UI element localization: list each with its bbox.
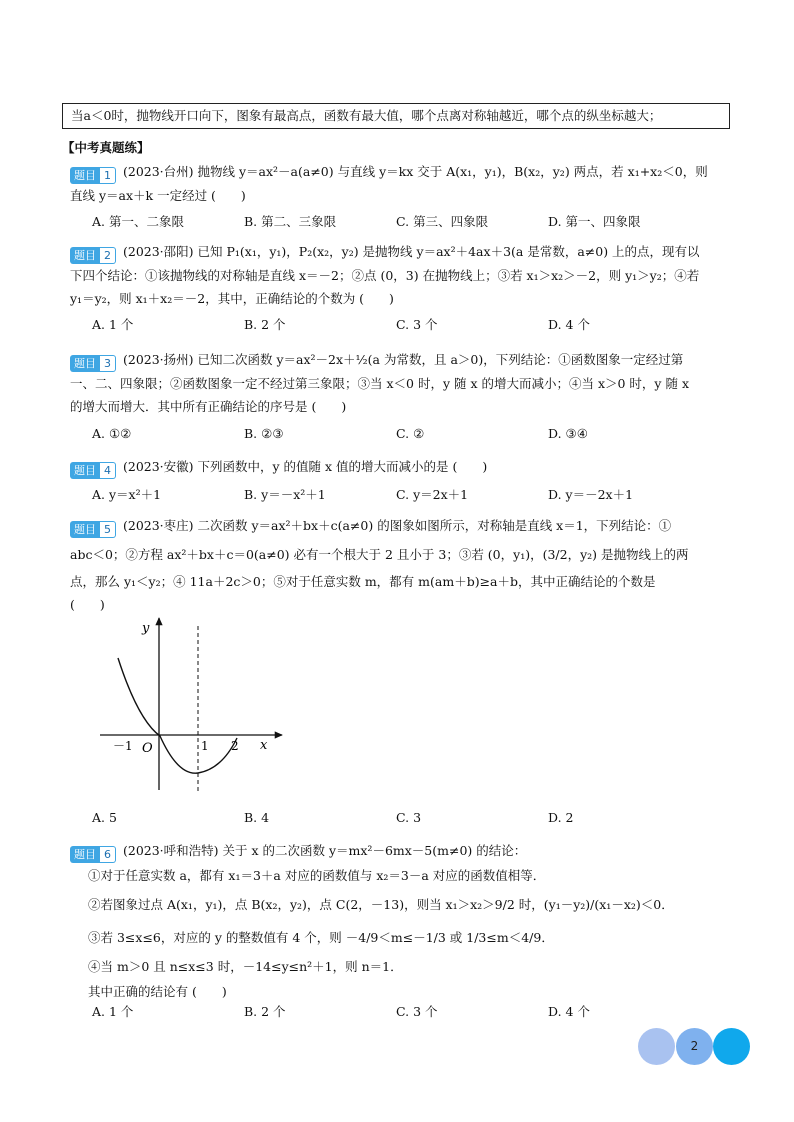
- origin-label: O: [142, 741, 153, 756]
- question-line: 题目 3 (2023·扬州) 已知二次函数 y＝ax²－2x＋½(a 为常数，且 a＞0)，下列结论：①函数图象一定经过第: [70, 348, 730, 372]
- option-a[interactable]: A. 1 个: [92, 317, 134, 332]
- options-1: [92, 212, 712, 232]
- option-c[interactable]: C. 3 个: [396, 317, 438, 332]
- parabola-graph: [96, 612, 288, 798]
- option-b[interactable]: B. y＝－x²＋1: [244, 487, 326, 502]
- question-line: ②若图象过点 A(x₁，y₁)，点 B(x₂，y₂)，点 C(2，－13)，则当 x₁＞x₂＞9/2 时，(y₁－y₂)/(x₁－x₂)＜0．: [88, 897, 674, 912]
- question-2: [70, 240, 730, 310]
- option-c[interactable]: C. ②: [396, 426, 425, 441]
- option-d[interactable]: D. ③④: [548, 426, 588, 441]
- question-line: 下四个结论：①该抛物线的对称轴是直线 x＝－2；②点 (0，3) 在抛物线上；③若 x₁＞x₂＞－2，则 y₁＞y₂；④若: [70, 268, 700, 283]
- option-c[interactable]: C. 3: [396, 810, 422, 825]
- tick-label: 1: [201, 739, 209, 753]
- question-badge: 题目 4: [70, 462, 116, 479]
- option-a[interactable]: A. ①②: [92, 426, 132, 441]
- option-a[interactable]: A. 5: [92, 810, 117, 825]
- question-line: 题目 1 (2023·台州) 抛物线 y＝ax²－a(a≠0) 与直线 y＝kx 交于 A(x₁，y₁)，B(x₂，y₂) 两点，若 x₁+x₂＜0，则: [70, 160, 730, 184]
- decor-circle: [638, 1028, 675, 1065]
- option-a[interactable]: A. y＝x²＋1: [92, 487, 162, 502]
- question-line: ①对于任意实数 a，都有 x₁＝3＋a 对应的函数值与 x₂＝3－a 对应的函数值相等．: [88, 868, 546, 883]
- option-b[interactable]: B. 2 个: [244, 317, 286, 332]
- question-line: abc＜0；②方程 ax²＋bx＋c＝0(a≠0) 必有一个根大于 2 且小于 3；③若 (0，y₁)，(3/2，y₂) 是抛物线上的两: [70, 547, 689, 562]
- question-line: y₁＝y₂，则 x₁＋x₂＝－2，其中，正确结论的个数为 ( ): [70, 291, 394, 306]
- question-line: 一、二、四象限；②函数图象一定不经过第三象限；③当 x＜0 时，y 随 x 的增大而减小；④当 x＞0 时，y 随 x: [70, 376, 689, 391]
- option-b[interactable]: B. ②③: [244, 426, 284, 441]
- option-b[interactable]: B. 第二、三象限: [244, 214, 337, 229]
- question-line: 题目 4 (2023·安徽) 下列函数中，y 的值随 x 值的增大而减小的是 ( ): [70, 455, 730, 479]
- tick-label: 2: [231, 739, 239, 753]
- question-4: [70, 455, 730, 479]
- options-4: [92, 485, 712, 505]
- options-2: [92, 315, 712, 335]
- option-c[interactable]: C. 第三、四象限: [396, 214, 489, 229]
- option-a[interactable]: A. 1 个: [92, 1004, 134, 1019]
- question-line: ③若 3≤x≤6，对应的 y 的整数值有 4 个，则 －4/9＜m≤－1/3 或 1/3≤m＜4/9．: [88, 930, 554, 945]
- question-line: 题目 2 (2023·邵阳) 已知 P₁(x₁，y₁)，P₂(x₂，y₂) 是抛物线 y＝ax²＋4ax＋3(a 是常数，a≠0) 上的点，现有以: [70, 240, 730, 264]
- option-c[interactable]: C. y＝2x＋1: [396, 487, 469, 502]
- option-b[interactable]: B. 2 个: [244, 1004, 286, 1019]
- option-d[interactable]: D. 2: [548, 810, 574, 825]
- x-axis-label: x: [260, 738, 268, 753]
- question-line: ( ): [70, 597, 105, 612]
- tick-label: －1: [113, 739, 133, 753]
- question-line: 其中正确的结论有 ( ): [88, 984, 227, 999]
- section-title: 【中考真题练】: [62, 140, 150, 155]
- question-5: [70, 514, 730, 616]
- parabola-curve: [118, 658, 237, 773]
- question-6: [70, 838, 730, 1004]
- question-line: 直线 y＝ax＋k 一定经过 ( ): [70, 188, 246, 203]
- question-line: 题目 5 (2023·枣庄) 二次函数 y＝ax²＋bx＋c(a≠0) 的图象如图所示，对称轴是直线 x＝1，下列结论：①: [70, 514, 730, 538]
- decor-circle: [713, 1028, 750, 1065]
- option-d[interactable]: D. y＝－2x＋1: [548, 487, 634, 502]
- question-3: [70, 348, 730, 418]
- question-badge: 题目 6: [70, 846, 116, 863]
- question-1: [70, 160, 730, 207]
- tip-box: 当a＜0时，抛物线开口向下，图象有最高点，函数有最大值，哪个点离对称轴越近，哪个点的纵坐标越大；: [62, 103, 730, 129]
- option-d[interactable]: D. 4 个: [548, 317, 590, 332]
- options-3: [92, 426, 712, 446]
- question-badge: 题目 1: [70, 167, 116, 184]
- option-d[interactable]: D. 第一、四象限: [548, 214, 641, 229]
- question-line: ④当 m＞0 且 n≤x≤3 时，－14≤y≤n²＋1，则 n＝1．: [88, 959, 403, 974]
- option-c[interactable]: C. 3 个: [396, 1004, 438, 1019]
- question-line: 点，那么 y₁＜y₂；④ 11a＋2c＞0；⑤对于任意实数 m，都有 m(am＋b)≥a＋b，其中正确结论的个数是: [70, 574, 656, 589]
- y-axis-label: y: [142, 621, 150, 636]
- options-5: [92, 810, 712, 830]
- option-a[interactable]: A. 第一、二象限: [92, 214, 184, 229]
- question-badge: 题目 3: [70, 355, 116, 372]
- option-d[interactable]: D. 4 个: [548, 1004, 590, 1019]
- question-line: 题目 6 (2023·呼和浩特) 关于 x 的二次函数 y＝mx²－6mx－5(m≠0) 的结论：: [70, 838, 730, 863]
- question-badge: 题目 2: [70, 247, 116, 264]
- question-badge: 题目 5: [70, 521, 116, 538]
- page-number: 2: [690, 1039, 699, 1053]
- option-b[interactable]: B. 4: [244, 810, 270, 825]
- options-6: [92, 1002, 712, 1022]
- question-line: 的增大而增大．其中所有正确结论的序号是 ( ): [70, 399, 347, 414]
